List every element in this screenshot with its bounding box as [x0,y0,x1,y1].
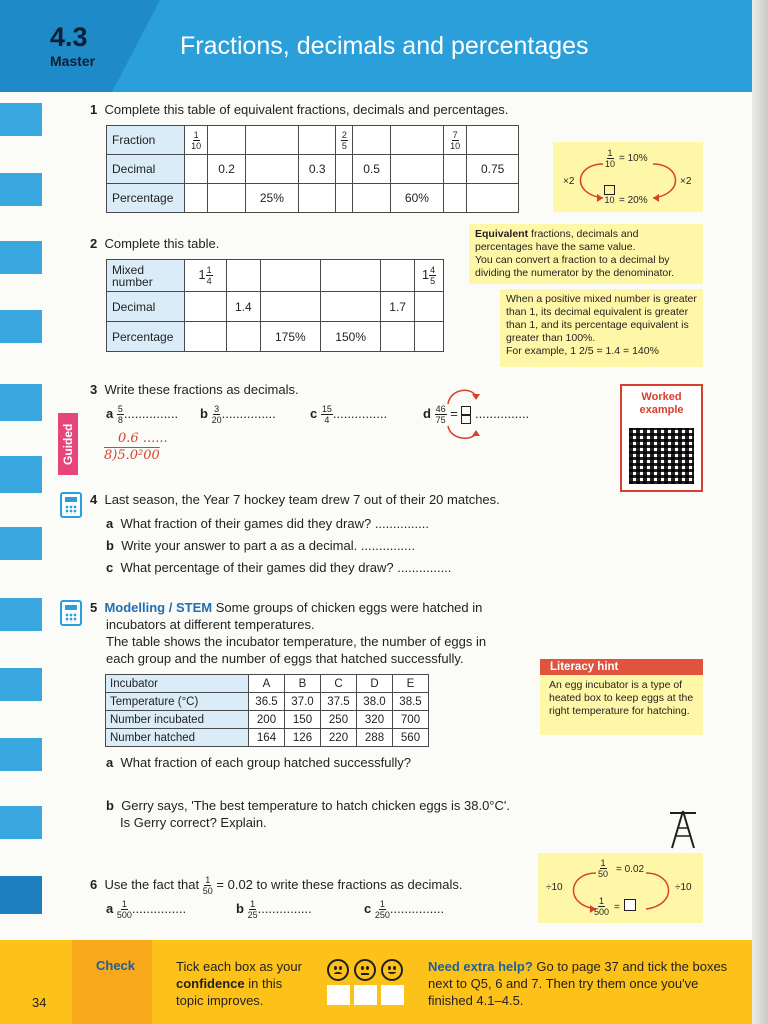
table-cell: 150 [285,711,321,729]
check-label: Check [96,958,136,973]
confidence-checkbox-high[interactable] [381,985,404,1005]
answer-box[interactable] [624,899,636,911]
column-header: A [249,675,285,693]
q6-part-c: c $\frac{1}{250}$ ............... [364,899,445,920]
table-cell[interactable] [208,184,246,213]
column-header: C [321,675,357,693]
table-cell[interactable] [467,184,519,213]
table-cell[interactable] [227,322,261,352]
table-cell[interactable] [443,155,466,184]
table-row [107,126,519,155]
question-number: 1 [90,102,98,117]
question-text: Complete this table of equivalent fractions, decimals and percentages. [104,102,509,117]
table-cell: 164 [249,729,285,747]
table-cell: 36.5 [249,693,285,711]
hint-divide-ten: ÷10 ÷10 $\frac{1}{50}$ = 0.02 $\frac{1}{500}$ = [538,853,703,923]
guided-label: Guided [58,413,78,475]
table-cell: 1 $\frac{4}{5}$ [414,260,443,292]
column-header: D [357,675,393,693]
table-cell[interactable] [390,155,443,184]
happy-face-icon [381,959,403,981]
column-header: E [393,675,429,693]
table-cell[interactable] [185,184,208,213]
table-cell[interactable] [414,322,443,352]
column-header: B [285,675,321,693]
table-row [107,292,444,322]
hint-equivalent: Equivalent fractions, decimals and percentages have the same value. You can convert a fraction to a decimal by dividing the numerator by the denominator. [469,224,703,284]
margin-tab [0,527,42,560]
q3-part-a: a $\frac{5}{8}$ ............... [106,404,179,425]
table-cell[interactable] [245,155,298,184]
margin-tab [0,241,42,274]
hint-equation: = 10% [619,153,648,164]
margin-tab [0,668,42,701]
table-cell [443,126,466,155]
table-cell[interactable] [336,155,353,184]
table-cell[interactable] [353,184,391,213]
table-cell[interactable] [260,260,320,292]
page-number: 34 [32,995,47,1010]
table-cell: 38.0 [357,693,393,711]
question-5: 5 Modelling / STEM Some groups of chicken eggs were hatched in incubators at different temperatures. The table shows the incubator temperature, the number of eggs in each group and the number of eggs that hatched successfully. [90,600,487,666]
table-row [106,729,429,747]
conversion-arrows-icon [440,386,490,442]
column-header: Incubator [106,675,249,693]
row-header: Mixed number [107,260,185,292]
confidence-checkbox-low[interactable] [327,985,350,1005]
table-cell[interactable] [320,260,380,292]
table-cell[interactable] [298,184,336,213]
margin-tab [0,806,42,839]
table-cell: 0.75 [467,155,519,184]
margin-tab [0,103,42,136]
table-cell[interactable] [390,126,443,155]
calculator-icon [60,492,82,518]
table-row [106,675,429,693]
table-row [107,155,519,184]
table-cell: 126 [285,729,321,747]
table-cell: 175% [260,322,320,352]
confidence-instructions: Tick each box as your confidence in this topic improves. [176,959,302,1008]
margin-tab [0,173,42,206]
row-header: Percentage [107,322,185,352]
section-label: Master [50,53,96,69]
literacy-hint-text: An egg incubator is a type of heated box to keep eggs at the right temperature for hatching. [540,675,703,735]
margin-tab [0,738,42,771]
q5-part-b: b Gerry says, 'The best temperature to hatch chicken eggs is 38.0°C'. Is Gerry correct? Explain. [106,798,510,830]
q3-part-b: b $\frac{3}{20}$ ............... [200,404,276,425]
answer-line[interactable]: ............... [131,900,187,916]
fraction: $\frac{7}{10}$ [450,129,461,151]
divide-ten-label: ÷10 [675,882,692,893]
table-cell[interactable] [443,184,466,213]
row-header: Percentage [107,184,185,213]
equivalence-table [106,125,519,213]
q6-part-b: b $\frac{1}{25}$ ............... [236,899,312,920]
margin-tab [0,384,42,421]
times-two-label: ×2 [563,176,575,187]
neutral-face-icon [354,959,376,981]
fraction: 10 [604,185,615,205]
table-cell: 220 [321,729,357,747]
table-cell[interactable] [245,126,298,155]
sad-face-icon [327,959,349,981]
table-cell[interactable] [260,292,320,322]
table-cell: 0.2 [208,155,246,184]
calculator-icon [60,600,82,626]
answer-line[interactable]: ............... [221,405,276,421]
worked-example-box[interactable] [620,384,703,492]
qr-code-icon[interactable] [629,428,694,484]
row-header: Decimal [107,155,185,184]
answer-line[interactable]: ............... [332,405,388,421]
q5-part-a: a What fraction of each group hatched successfully? [106,755,411,770]
table-cell[interactable] [185,155,208,184]
q4-part-b: b Write your answer to part a as a decimal. ............... [106,538,416,553]
table-cell[interactable] [381,322,415,352]
handwritten-working: 0.6 ...... [118,431,168,446]
fraction: $\frac{2}{5}$ [341,129,347,151]
table-cell[interactable] [336,184,353,213]
modelling-stem-tag: Modelling / STEM [104,600,213,615]
table-cell: 320 [357,711,393,729]
table-cell: 25% [245,184,298,213]
table-cell[interactable] [298,126,336,155]
table-cell: 60% [390,184,443,213]
hint-equation: = 0.02 [616,864,645,875]
row-header: Fraction [107,126,185,155]
fraction: $\frac{1}{10}$ [605,148,616,169]
table-cell: 700 [393,711,429,729]
question-4: 4 Last season, the Year 7 hockey team drew 7 out of their 20 matches. [90,492,500,507]
table-row [107,322,444,352]
fraction: $\frac{1}{10}$ [191,129,202,151]
divide-ten-label: ÷10 [546,882,563,893]
question-3: 3 Write these fractions as decimals. [90,382,299,397]
q3-part-c: c $\frac{15}{4}$ ............... [310,404,388,425]
row-header: Decimal [107,292,185,322]
answer-line[interactable]: ............... [257,900,312,916]
hint-times-two [553,142,703,212]
table-row [106,693,429,711]
worked-example-title: Worked example [639,391,684,416]
margin-tab [0,310,42,343]
table-cell: 0.3 [298,155,336,184]
table-cell[interactable] [381,260,415,292]
footer-check-tab [72,940,152,1024]
answer-line[interactable]: ............... [123,405,179,421]
margin-tab [0,876,42,914]
table-cell[interactable] [185,126,208,155]
table-cell[interactable] [467,126,519,155]
margin-tab [0,598,42,631]
need-extra-help: Need extra help? Go to page 37 and tick the boxes next to Q5, 6 and 7. Then try them once you've finished 4.1–4.5. [428,959,728,1008]
confidence-checkbox-medium[interactable] [354,985,377,1005]
question-6: 6 Use the fact that $\frac{1}{50}$ = 0.02 to write these fractions as decimals. [90,875,463,896]
table-cell: 560 [393,729,429,747]
page-edge [752,0,768,1024]
answer-line[interactable]: ............... [475,405,530,421]
hint-equation: = 20% [619,195,648,206]
question-1 [90,102,508,117]
table-row [106,711,429,729]
table-row [107,260,444,292]
table-cell: 250 [321,711,357,729]
table-cell: 150% [320,322,380,352]
table-cell[interactable] [320,292,380,322]
table-cell[interactable] [208,126,246,155]
table-cell[interactable] [227,260,261,292]
row-header: Number hatched [106,729,249,747]
table-cell[interactable] [353,126,391,155]
hint-mixed-number: When a positive mixed number is greater than 1, its decimal equivalent is greater than 1, and its percentage equivalent is greater than 100%. For example, 1 2/5 = 1.4 = 140% [500,289,703,367]
table-cell: 288 [357,729,393,747]
table-cell[interactable] [414,292,443,322]
q4-part-a: a What fraction of their games did they draw? ............... [106,516,429,531]
table-cell: 38.5 [393,693,429,711]
table-cell: 1 $\frac{1}{4}$ [185,260,227,292]
page-header [0,0,752,92]
table-cell[interactable] [185,292,227,322]
table-cell: 1.7 [381,292,415,322]
times-two-label: ×2 [680,176,692,187]
question-2: 2 Complete this table. [90,236,220,251]
section-number: 4.3 [50,22,88,52]
q3-part-d: d $\frac{46}{75}$ = ............... [423,404,530,425]
stem-tower-icon [668,808,698,850]
margin-tab [0,456,42,493]
table-cell [336,126,353,155]
table-cell: 37.0 [285,693,321,711]
table-cell: 1.4 [227,292,261,322]
handwritten-working: 8)5.0²00 [104,448,160,463]
literacy-hint [540,659,703,735]
mixed-number-table [106,259,444,352]
literacy-hint-title: Literacy hint [540,659,703,675]
q4-part-c: c What percentage of their games did they draw? ............... [106,560,452,575]
incubator-table [105,674,429,747]
table-row [107,184,519,213]
table-cell: 37.5 [321,693,357,711]
row-header: Temperature (°C) [106,693,249,711]
answer-line[interactable]: ............... [389,900,445,916]
q6-part-a: a $\frac{1}{500}$ ............... [106,899,187,920]
row-header: Number incubated [106,711,249,729]
table-cell: 0.5 [353,155,391,184]
table-cell[interactable] [185,322,227,352]
table-cell: 200 [249,711,285,729]
page-title: Fractions, decimals and percentages [180,32,589,60]
